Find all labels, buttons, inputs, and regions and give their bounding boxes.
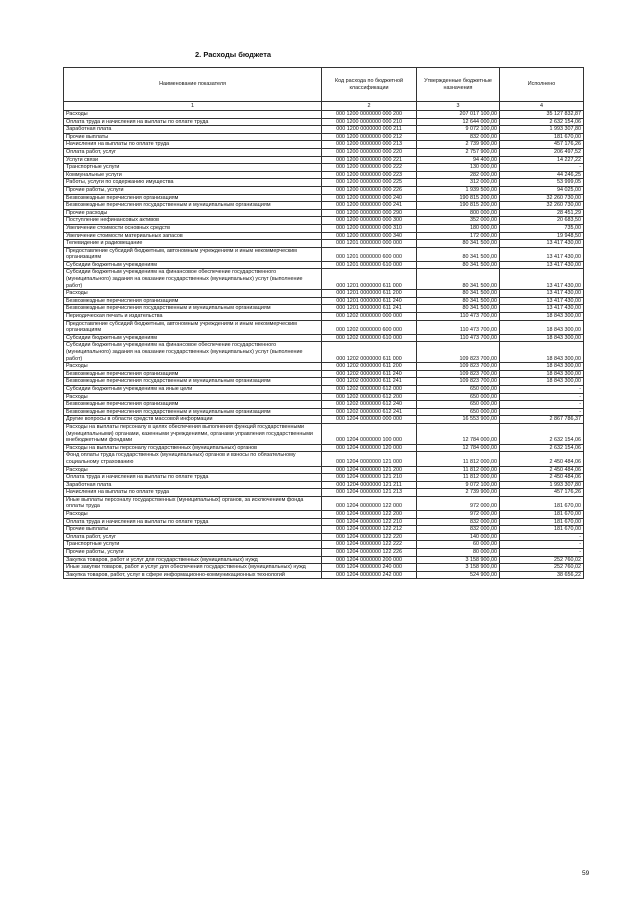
row-name: Прочие выплаты [64,526,322,534]
row-executed: 38 656,22 [500,571,584,579]
table-row [64,489,584,497]
row-code: 000 1201 0000000 600 000 [322,247,417,261]
row-code: 000 1202 0000000 612 241 [322,408,417,416]
table-row [64,511,584,519]
table-row [64,556,584,564]
row-code: 000 1200 0000000 000 300 [322,217,417,225]
row-approved: 11 812 000,00 [417,474,500,482]
row-executed: - [500,533,584,541]
row-approved: 9 072 100,00 [417,481,500,489]
row-approved: 110 473 700,00 [417,334,500,342]
table-row [64,217,584,225]
row-name: Услуги связи [64,156,322,164]
row-code: 000 1200 0000000 000 340 [322,232,417,240]
table-row [64,224,584,232]
page-number: 59 [582,870,590,877]
row-name: Начисления на выплаты по оплате труда [64,141,322,149]
row-executed: 252 760,02 [500,564,584,572]
row-approved: 207 017 100,00 [417,111,500,119]
row-code: 000 1200 0000000 000 222 [322,164,417,172]
row-code: 000 1200 0000000 000 221 [322,156,417,164]
row-code: 000 1202 0000000 000 000 [322,313,417,321]
row-code: 000 1204 0000000 122 222 [322,541,417,549]
row-executed: 1 993 307,80 [500,126,584,134]
row-name: Иные выплаты персоналу государственных (муниципальных) органов, за исключением фонда оплаты труда [64,496,322,510]
table-row [64,141,584,149]
row-code: 000 1204 0000000 200 000 [322,556,417,564]
column-number: 2 [322,102,417,111]
row-executed: 19 948,50 [500,232,584,240]
row-approved: 832 000,00 [417,518,500,526]
row-name: Прочие выплаты [64,133,322,141]
table-row [64,564,584,572]
row-approved: 80 341 500,00 [417,261,500,269]
row-code: 000 1204 0000000 121 210 [322,474,417,482]
row-executed: 18 843 300,00 [500,313,584,321]
row-code: 000 1204 0000000 240 000 [322,564,417,572]
table-row [64,408,584,416]
row-approved: 800 000,00 [417,209,500,217]
row-approved: 12 784 000,00 [417,423,500,444]
row-name: Оплата работ, услуг [64,148,322,156]
row-executed: - [500,401,584,409]
row-name: Увеличение стоимости основных средств [64,224,322,232]
row-name: Безвозмездные перечисления организациям [64,370,322,378]
table-body [64,111,584,579]
row-executed: 181 670,00 [500,518,584,526]
row-code: 000 1202 0000000 600 000 [322,320,417,334]
row-name: Оплата труда и начисления на выплаты по оплате труда [64,474,322,482]
row-executed: 735,00 [500,224,584,232]
row-code: 000 1204 0000000 122 212 [322,526,417,534]
row-code: 000 1204 0000000 122 226 [322,549,417,557]
table-row [64,393,584,401]
row-name: Расходы [64,111,322,119]
table-header-row [64,68,584,102]
row-name: Оплата работ, услуг [64,533,322,541]
table-row [64,209,584,217]
row-name: Фонд оплаты труда государственных (муниципальных) органов и взносы по обязательному социальному страхованию [64,452,322,466]
row-executed: 32 260 730,00 [500,202,584,210]
row-executed: 2 450 484,06 [500,466,584,474]
row-executed: 181 670,00 [500,496,584,510]
row-approved: 80 341 500,00 [417,240,500,248]
row-approved: 2 739 900,00 [417,489,500,497]
row-code: 000 1200 0000000 000 200 [322,111,417,119]
row-name: Расходы на выплаты персоналу государственных (муниципальных) органов [64,444,322,452]
row-executed: - [500,408,584,416]
row-name: Закупка товаров, работ и услуг для государственных (муниципальных) нужд [64,556,322,564]
row-approved: 3 158 900,00 [417,564,500,572]
row-approved: 2 757 900,00 [417,148,500,156]
row-code: 000 1200 0000000 000 220 [322,148,417,156]
row-code: 000 1204 0000000 120 000 [322,444,417,452]
row-name: Расходы [64,363,322,371]
row-approved: 11 812 000,00 [417,452,500,466]
row-approved: 282 000,00 [417,171,500,179]
row-name: Прочие работы, услуги [64,186,322,194]
table-row [64,320,584,334]
row-code: 000 1200 0000000 000 210 [322,118,417,126]
row-code: 000 1204 0000000 122 200 [322,511,417,519]
row-name: Заработная плата [64,126,322,134]
table-row [64,194,584,202]
row-code: 000 1200 0000000 000 240 [322,194,417,202]
row-name: Прочие работы, услуги [64,549,322,557]
table-row [64,342,584,363]
row-name: Оплата труда и начисления на выплаты по оплате труда [64,118,322,126]
row-name: Поступление нефинансовых активов [64,217,322,225]
row-code: 000 1200 0000000 000 211 [322,126,417,134]
row-code: 000 1201 0000000 611 000 [322,269,417,290]
row-executed: 206 497,52 [500,148,584,156]
row-executed: 2 632 154,06 [500,118,584,126]
header-executed: Исполнено [500,68,584,102]
column-number-row [64,102,584,111]
table-row [64,571,584,579]
row-name: Субсидии бюджетным учреждениям [64,334,322,342]
budget-expenditure-table [63,67,584,579]
table-row [64,305,584,313]
row-executed: 18 843 300,00 [500,320,584,334]
row-code: 000 1202 0000000 612 000 [322,385,417,393]
row-approved: 180 000,00 [417,224,500,232]
table-row [64,401,584,409]
table-row [64,378,584,386]
row-name: Субсидии бюджетным учреждениям на иные цели [64,385,322,393]
table-row [64,370,584,378]
row-approved: 650 000,00 [417,408,500,416]
table-row [64,297,584,305]
row-approved: 1 939 500,00 [417,186,500,194]
row-code: 000 1201 0000000 611 240 [322,297,417,305]
header-expense-code: Код расхода по бюджетной классификации [322,68,417,102]
table-row [64,118,584,126]
table-row [64,452,584,466]
row-name: Заработная плата [64,481,322,489]
table-row [64,518,584,526]
table-row [64,313,584,321]
row-name: Транспортные услуги [64,541,322,549]
row-executed: 2 632 154,06 [500,423,584,444]
row-code: 000 1204 0000000 121 211 [322,481,417,489]
row-code: 000 1200 0000000 000 310 [322,224,417,232]
row-approved: 972 000,00 [417,496,500,510]
row-approved: 12 644 000,00 [417,118,500,126]
row-name: Безвозмездные перечисления государственным и муниципальным организациям [64,202,322,210]
row-code: 000 1202 0000000 611 000 [322,342,417,363]
row-executed: 457 176,26 [500,489,584,497]
row-name: Безвозмездные перечисления организациям [64,194,322,202]
table-row [64,240,584,248]
row-approved: 9 072 100,00 [417,126,500,134]
row-executed: 181 670,00 [500,511,584,519]
row-approved: 832 000,00 [417,526,500,534]
row-executed: 18 843 300,00 [500,370,584,378]
row-executed: - [500,393,584,401]
table-row [64,481,584,489]
row-approved: 60 000,00 [417,541,500,549]
row-code: 000 1202 0000000 611 241 [322,378,417,386]
table-row [64,541,584,549]
table-row [64,423,584,444]
row-approved: 12 784 000,00 [417,444,500,452]
row-executed: - [500,549,584,557]
row-approved: 3 158 900,00 [417,556,500,564]
row-code: 000 1200 0000000 000 225 [322,179,417,187]
table-row [64,186,584,194]
row-approved: 109 823 700,00 [417,363,500,371]
row-code: 000 1200 0000000 000 223 [322,171,417,179]
table-row [64,261,584,269]
row-approved: 109 823 700,00 [417,370,500,378]
row-approved: 650 000,00 [417,385,500,393]
table-row [64,385,584,393]
row-executed: 18 843 300,00 [500,334,584,342]
row-name: Иные закупки товаров, работ и услуг для обеспечения государственных (муниципальных) нужд [64,564,322,572]
table-row [64,179,584,187]
table-row [64,290,584,298]
row-executed: 252 760,02 [500,556,584,564]
row-name: Предоставление субсидий бюджетным, автономным учреждениям и иным некоммерческим организациям [64,247,322,261]
row-approved: 94 400,00 [417,156,500,164]
row-approved: 80 341 500,00 [417,297,500,305]
table-row [64,148,584,156]
row-executed: 53 999,05 [500,179,584,187]
row-code: 000 1200 0000000 000 212 [322,133,417,141]
row-name: Субсидии бюджетным учреждениям [64,261,322,269]
row-code: 000 1202 0000000 610 000 [322,334,417,342]
row-code: 000 1201 0000000 611 241 [322,305,417,313]
row-executed: 13 417 430,00 [500,290,584,298]
row-code: 000 1204 0000000 122 220 [322,533,417,541]
row-code: 000 1201 0000000 000 000 [322,240,417,248]
table-row [64,164,584,172]
table-row [64,466,584,474]
row-approved: 11 812 000,00 [417,466,500,474]
table-row [64,133,584,141]
row-executed: 18 843 300,00 [500,378,584,386]
row-executed: 2 632 154,06 [500,444,584,452]
row-name: Безвозмездные перечисления государственным и муниципальным организациям [64,378,322,386]
row-code: 000 1200 0000000 000 226 [322,186,417,194]
row-approved: 80 341 500,00 [417,305,500,313]
table-row [64,156,584,164]
row-approved: 312 000,00 [417,179,500,187]
column-number: 1 [64,102,322,111]
table-row [64,549,584,557]
row-approved: 130 000,00 [417,164,500,172]
row-executed: 13 417 430,00 [500,240,584,248]
row-code: 000 1204 0000000 121 213 [322,489,417,497]
row-name: Расходы на выплаты персоналу в целях обеспечения выполнения функций государственными (муниципальными) органами, казенными учреждениями, органами управления государственными внебюджетными фондами [64,423,322,444]
row-code: 000 1202 0000000 611 240 [322,370,417,378]
table-row [64,269,584,290]
column-number: 4 [500,102,584,111]
row-executed: 13 417 430,00 [500,247,584,261]
row-executed: 13 417 430,00 [500,297,584,305]
row-name: Транспортные услуги [64,164,322,172]
table-row [64,232,584,240]
row-name: Другие вопросы в области средств массовой информации [64,416,322,424]
row-executed: 14 227,22 [500,156,584,164]
row-code: 000 1204 0000000 121 200 [322,466,417,474]
table-row [64,171,584,179]
row-approved: 190 815 200,00 [417,194,500,202]
row-executed: 35 127 832,87 [500,111,584,119]
row-approved: 140 000,00 [417,533,500,541]
row-approved: 80 341 500,00 [417,290,500,298]
table-row [64,334,584,342]
row-code: 000 1204 0000000 000 000 [322,416,417,424]
row-name: Начисления на выплаты по оплате труда [64,489,322,497]
row-approved: 109 823 700,00 [417,342,500,363]
row-executed: - [500,385,584,393]
row-approved: 650 000,00 [417,393,500,401]
table-row [64,202,584,210]
row-approved: 2 739 900,00 [417,141,500,149]
row-name: Прочие расходы [64,209,322,217]
table-row [64,526,584,534]
row-approved: 172 000,00 [417,232,500,240]
row-approved: 80 000,00 [417,549,500,557]
row-executed: 1 993 307,80 [500,481,584,489]
row-name: Оплата труда и начисления на выплаты по оплате труда [64,518,322,526]
row-code: 000 1204 0000000 242 000 [322,571,417,579]
row-executed: 18 843 300,00 [500,363,584,371]
row-approved: 80 341 500,00 [417,269,500,290]
row-approved: 109 823 700,00 [417,378,500,386]
row-executed: 13 417 430,00 [500,305,584,313]
row-name: Безвозмездные перечисления государственным и муниципальным организациям [64,408,322,416]
row-name: Работы, услуги по содержанию имущества [64,179,322,187]
row-name: Субсидии бюджетным учреждениям на финансовое обеспечение государственного (муниципального) задания на оказание государственных (муниципальных) услуг (выполнение работ) [64,269,322,290]
table-row [64,496,584,510]
row-code: 000 1204 0000000 122 000 [322,496,417,510]
row-name: Расходы [64,393,322,401]
row-approved: 352 000,00 [417,217,500,225]
table-row [64,126,584,134]
row-code: 000 1204 0000000 100 000 [322,423,417,444]
table-row [64,533,584,541]
row-code: 000 1201 0000000 610 000 [322,261,417,269]
section-title: 2. Расходы бюджета [195,50,272,59]
row-approved: 16 553 900,00 [417,416,500,424]
row-approved: 972 000,00 [417,511,500,519]
row-executed: 44 246,25 [500,171,584,179]
column-number: 3 [417,102,500,111]
row-code: 000 1204 0000000 121 000 [322,452,417,466]
row-name: Безвозмездные перечисления организациям [64,401,322,409]
row-name: Субсидии бюджетным учреждениям на финансовое обеспечение государственного (муниципального) задания на оказание государственных (муниципальных) услуг (выполнение работ) [64,342,322,363]
header-indicator-name: Наименование показателя [64,68,322,102]
row-name: Закупка товаров, работ, услуг в сфере информационно-коммуникационных технологий [64,571,322,579]
row-executed: 181 670,00 [500,133,584,141]
row-name: Телевидение и радиовещание [64,240,322,248]
row-executed: 94 025,00 [500,186,584,194]
header-approved: Утвержденные бюджетные назначения [417,68,500,102]
row-name: Расходы [64,466,322,474]
row-approved: 190 815 200,00 [417,202,500,210]
row-executed: 13 417 430,00 [500,261,584,269]
row-approved: 832 000,00 [417,133,500,141]
table-row [64,111,584,119]
row-executed: 2 450 484,06 [500,474,584,482]
row-executed: 181 670,00 [500,526,584,534]
table-row [64,363,584,371]
row-code: 000 1204 0000000 122 210 [322,518,417,526]
row-executed: - [500,164,584,172]
row-approved: 524 900,00 [417,571,500,579]
row-name: Коммунальные услуги [64,171,322,179]
row-code: 000 1202 0000000 611 200 [322,363,417,371]
row-name: Расходы [64,511,322,519]
row-code: 000 1202 0000000 612 240 [322,401,417,409]
row-approved: 110 473 700,00 [417,320,500,334]
row-name: Предоставление субсидий бюджетным, автономным учреждениям и иным некоммерческим организациям [64,320,322,334]
row-executed: 13 417 430,00 [500,269,584,290]
row-executed: 28 451,29 [500,209,584,217]
row-executed: - [500,541,584,549]
row-executed: 20 683,50 [500,217,584,225]
table-row [64,444,584,452]
row-approved: 650 000,00 [417,401,500,409]
row-code: 000 1202 0000000 612 200 [322,393,417,401]
row-executed: 2 450 484,06 [500,452,584,466]
row-approved: 110 473 700,00 [417,313,500,321]
row-executed: 457 176,26 [500,141,584,149]
row-executed: 2 867 786,37 [500,416,584,424]
row-code: 000 1200 0000000 000 241 [322,202,417,210]
row-executed: 32 260 730,00 [500,194,584,202]
row-name: Безвозмездные перечисления организациям [64,297,322,305]
row-name: Расходы [64,290,322,298]
row-name: Увеличение стоимости материальных запасов [64,232,322,240]
row-name: Периодическая печать и издательства [64,313,322,321]
row-code: 000 1201 0000000 611 200 [322,290,417,298]
row-name: Безвозмездные перечисления государственным и муниципальным организациям [64,305,322,313]
row-approved: 80 341 500,00 [417,247,500,261]
row-code: 000 1200 0000000 000 290 [322,209,417,217]
row-code: 000 1200 0000000 000 213 [322,141,417,149]
table-row [64,247,584,261]
table-row [64,416,584,424]
row-executed: 18 843 300,00 [500,342,584,363]
table-row [64,474,584,482]
